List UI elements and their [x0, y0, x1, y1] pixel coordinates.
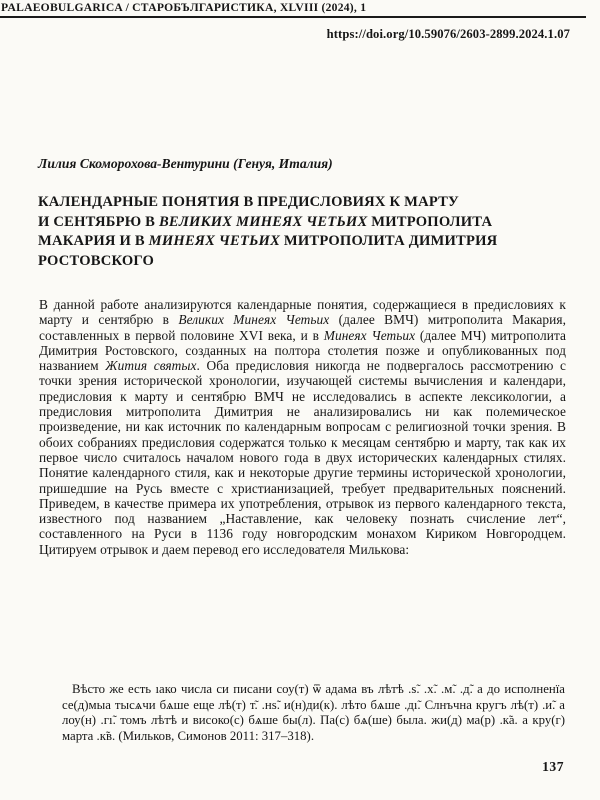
author-line: Лилия Скоморохова-Вентурини (Генуя, Италия): [38, 156, 333, 171]
journal-header: PALAEOBULGARICA / СТАРОБЪЛГАРИСТИКА, XLVIII (2024), 1: [1, 1, 367, 14]
title-line: РОСТОВСКОГО: [38, 252, 155, 269]
page-number: 137: [542, 759, 564, 774]
article-title: [38, 193, 570, 271]
header-rule: [0, 16, 586, 18]
doi-text: https://doi.org/10.59076/2603-2899.2024.1.07: [326, 27, 570, 41]
quote-block: Вѣсто же есть ıако числа си писани соу(т) ѿ адама въ лѣтѣ .ѕ̃. .х̃. .м̃. .д̃. а до исполненїа се(д)мыа тысѧчи бѧше еще лѣ(т) т̃. .нѕ̃. и(н)ди(к). лѣто бѧше .дı̃. Слнъчна кругъ лѣ(т) .и̃. а лоу(н) .гı̃. томъ лѣтѣ и високо(с) бѧше бы(л). Па(с) бѧ(ше) была. жи(д) ма(р) .к̃а. а кру(г) марта .к̃в. (Мильков, Симонов 2011: 317–318).: [62, 682, 565, 743]
title-line: КАЛЕНДАРНЫЕ ПОНЯТИЯ В ПРЕДИСЛОВИЯХ К МАРТУ: [38, 194, 459, 210]
title-line: МАКАРИЯ И В МИНЕЯХ ЧЕТЬИХ МИТРОПОЛИТА ДИМИТРИЯ: [38, 233, 498, 249]
body-paragraph: В данной работе анализируются календарные понятия, содержащиеся в предисловиях к марту и сентябрю в Великих Минеях Четьих (далее ВМЧ) митрополита Макария, составленных в первой половине XVI века, и в Минеях Четьих (далее МЧ) митрополита Димитрия Ростовского, созданных на полтора столетия позже и опубликованных под названием Жития святых. Оба предисловия никогда не подвергалось рассмотрению с точки зрения исторической хронологии, изучающей системы вычисления и календари, предисловия к марту и сентябрю ВМЧ не исследовались в аспекте лексикологии, а предисловия митрополита Димитрия не анализировались ни как полемическое произведение, ни как источник по календарным вопросам с религиозной точки зрения. В обоих собраниях предисловия содержатся только к месяцам сентябрю и марту, так как их первое число считалось началом нового года в двух исторических календарных стилях. Понятие календарного стиля, как и некоторые другие термины исторической хронологии, пришедшие на Русь вместе с христианизацией, требует предварительных пояснений. Приведем, в качестве примера их употребления, отрывок из первого календарного текста, известного под названием „Наставление, как человеку познать счисление лет“, составленного на Руси в 1136 году новгородским монахом Кириком Новгородцем. Цитируем отрывок и даем перевод его исследователя Милькова:: [39, 297, 567, 557]
title-line: И СЕНТЯБРЮ В ВЕЛИКИХ МИНЕЯХ ЧЕТЬИХ МИТРОПОЛИТА: [38, 213, 493, 230]
